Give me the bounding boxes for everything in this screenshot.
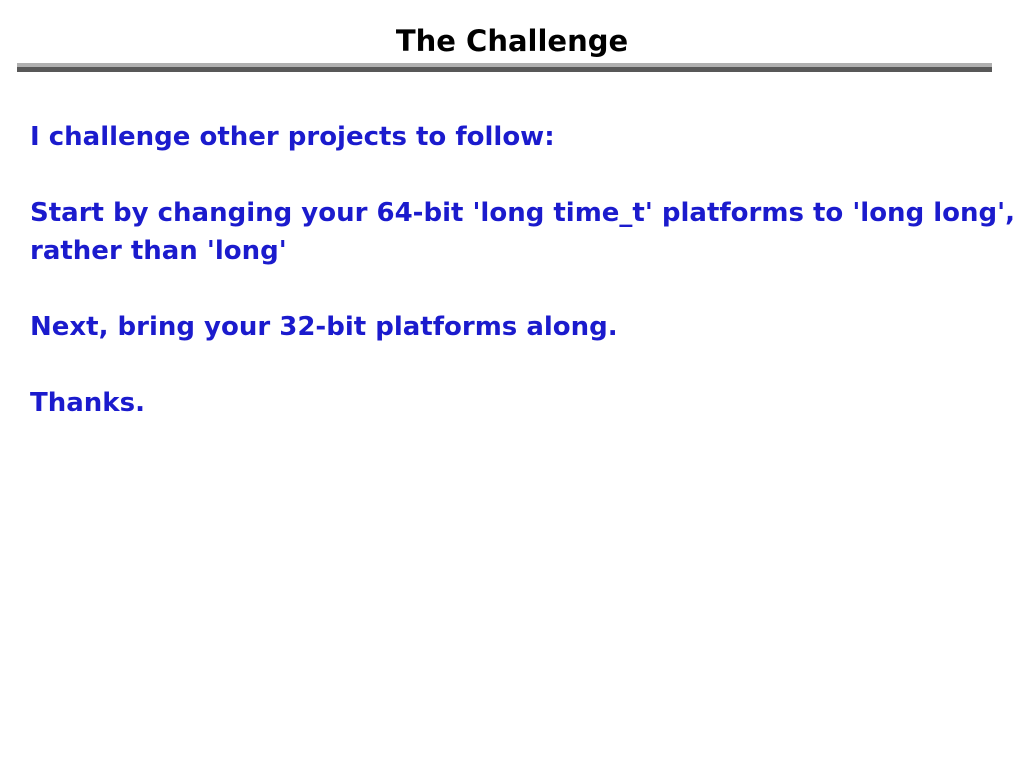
body-line: Thanks. (30, 388, 145, 418)
body-line: Start by changing your 64-bit 'long time_t' platforms to 'long long', (30, 198, 1015, 228)
paragraph-thanks (30, 384, 990, 422)
paragraph-challenge-intro (30, 118, 990, 156)
paragraph-start-64bit (30, 194, 1015, 270)
slide-title: The Challenge (395, 24, 629, 58)
body-line: I challenge other projects to follow: (30, 122, 555, 152)
paragraph-next-32bit (30, 308, 990, 346)
slide-body (30, 118, 1015, 422)
title-divider (17, 63, 992, 72)
body-line: rather than 'long' (30, 236, 287, 266)
body-line: Next, bring your 32-bit platforms along. (30, 312, 618, 342)
divider-band-dark (17, 67, 992, 72)
